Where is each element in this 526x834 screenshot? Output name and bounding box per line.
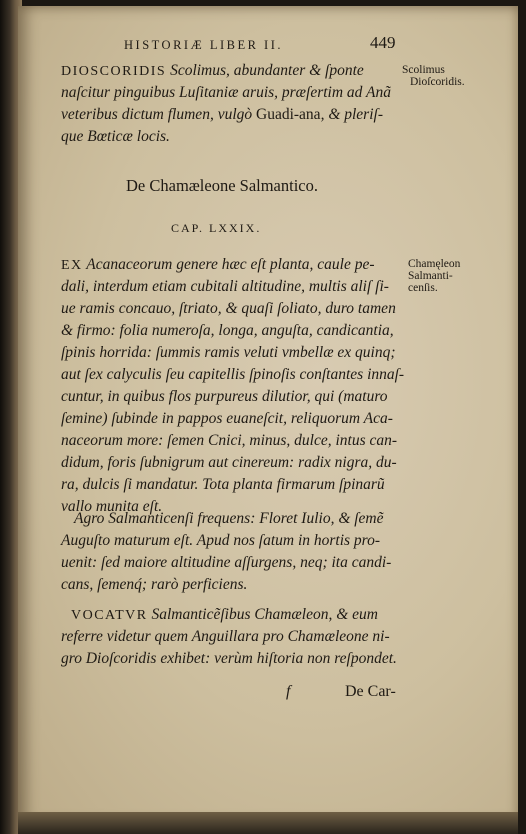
text-line: gro Dioſcoridis exhibet: verùm hiſtoria non reſpondet. [61,650,397,667]
text-line: & firmo: folia numeroſa, longa, anguſta, candicantia, [61,322,394,339]
small-caps-lead: VOCATVR [71,608,148,623]
margin-note-line: cenſis. [408,282,438,294]
text-run: Scolimus, abundanter & ſponte [166,62,364,79]
text-run: veteribus dictum flumen, vulgò [61,106,256,123]
text-line: naceorum more: ſemen Cnici, minus, dulce, intus can- [61,432,398,449]
text-line [61,254,375,277]
text-line: referre videtur quem Anguillara pro Chamæleone ni- [61,628,390,645]
text-line: Agro Salmanticenſi frequens: Floret Iulio, & ſemẽ [74,510,384,527]
text-run: , & pleriſ- [320,106,383,123]
text-line: que Bœticæ locis. [61,128,170,145]
text-line [61,60,364,83]
text-run: Salmanticẽſibus Chamæleon, & eum [147,606,378,623]
catchword: De Car- [345,683,396,700]
text-line: aut ſex calyculis ſeu capitellis ſpinoſis conſtantes innaſ- [61,366,405,383]
page-bottom-edge [18,812,518,834]
text-line [61,104,383,126]
text-line: ſemine) ſubinde in pappos euaneſcit, reliquorum Aca- [61,410,393,427]
signature-mark: f [286,683,291,700]
text-line: ue ramis concauo, ſtriato, & quaſi ſoliato, duro tamen [61,300,396,317]
text-line: vallo munita eſt. [61,498,163,515]
text-line [71,604,378,627]
margin-note-line: Chamęleon [408,258,461,270]
margin-note-scolimus [402,64,465,88]
text-line: ra, dulcis ſi mandatur. Tota planta firmarum ſpinarũ [61,476,385,493]
section-heading: De Chamæleone Salmantico. [126,176,318,195]
text-line: cuntur, in quibus flos purpureus dilutior, qui (maturo [61,388,388,405]
text-line: uenit: ſed maiore altitudine aſſurgens, neq; ita candi- [61,554,392,571]
text-line: Auguſto maturum eſt. Apud nos ſatum in hortis pro- [61,532,381,549]
small-caps-lead: DIOSCORIDIS [61,64,167,79]
margin-note-line: Dioſcoridis. [410,76,465,88]
text-line: naſcitur pinguibus Luſitaniæ aruis, præſertim ad Anã [61,84,391,101]
chapter-number: CAP. LXXIX. [171,221,262,235]
text-line: ſpinis horrida: ſummis ramis veluti vmbellæ ex quinq; [61,344,396,361]
text-line: didum, foris ſubnigrum aut cinereum: radix nigra, du- [61,454,397,471]
page-number: 449 [370,33,396,52]
margin-note-line: Scolimus [402,64,445,76]
small-caps-lead: EX [61,258,83,273]
text-line: cans, ſemenq́; rarò perficiens. [61,576,248,593]
running-head: HISTORIÆ LIBER II. [124,38,284,52]
text-run-roman: Guadi-ana [256,106,321,123]
text-line: dali, interdum etiam cubitali altitudine, multis aliſ ſi- [61,278,389,295]
text-run: Acanaceorum genere hæc eſt planta, caule pe- [82,256,375,273]
margin-note-chamaeleon [408,258,460,294]
margin-note-line: Salmanti- [408,270,453,282]
